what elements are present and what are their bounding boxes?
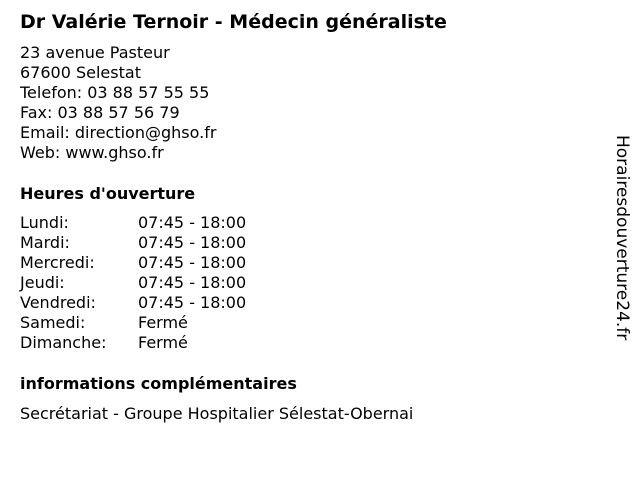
page-title: Dr Valérie Ternoir - Médecin généraliste	[20, 11, 447, 33]
day-label: Dimanche:	[20, 333, 107, 352]
hours-value: 07:45 - 18:00	[138, 293, 247, 312]
hours-row-thursday	[20, 273, 246, 293]
street-address: 23 avenue Pasteur	[20, 43, 170, 62]
fax-number: Fax: 03 88 57 56 79	[20, 103, 180, 122]
city-address: 67600 Selestat	[20, 63, 141, 82]
hours-row-saturday	[20, 313, 246, 333]
additional-info-text: Secrétariat - Groupe Hospitalier Sélestat-Obernai	[20, 404, 414, 423]
hours-row-sunday	[20, 333, 246, 353]
hours-value: Fermé	[138, 313, 188, 332]
opening-hours-heading: Heures d'ouverture	[20, 184, 196, 203]
day-label: Mercredi:	[20, 253, 95, 272]
day-label: Samedi:	[20, 313, 86, 332]
hours-value: 07:45 - 18:00	[138, 233, 247, 252]
hours-row-wednesday	[20, 253, 246, 273]
hours-row-monday	[20, 213, 246, 233]
email-address: Email: direction@ghso.fr	[20, 123, 217, 142]
day-label: Mardi:	[20, 233, 70, 252]
day-label: Vendredi:	[20, 293, 96, 312]
hours-row-friday	[20, 293, 246, 313]
opening-hours-table	[20, 213, 246, 353]
hours-value: 07:45 - 18:00	[138, 213, 247, 232]
day-label: Lundi:	[20, 213, 69, 232]
site-watermark: Horairesdouverture24.fr	[612, 135, 632, 341]
website-address: Web: www.ghso.fr	[20, 143, 164, 162]
contact-block	[20, 43, 216, 163]
additional-info-heading: informations complémentaires	[20, 374, 297, 393]
hours-row-tuesday	[20, 233, 246, 253]
hours-value: 07:45 - 18:00	[138, 253, 247, 272]
phone-number: Telefon: 03 88 57 55 55	[20, 83, 210, 102]
hours-value: Fermé	[138, 333, 188, 352]
day-label: Jeudi:	[20, 273, 65, 292]
hours-value: 07:45 - 18:00	[138, 273, 247, 292]
